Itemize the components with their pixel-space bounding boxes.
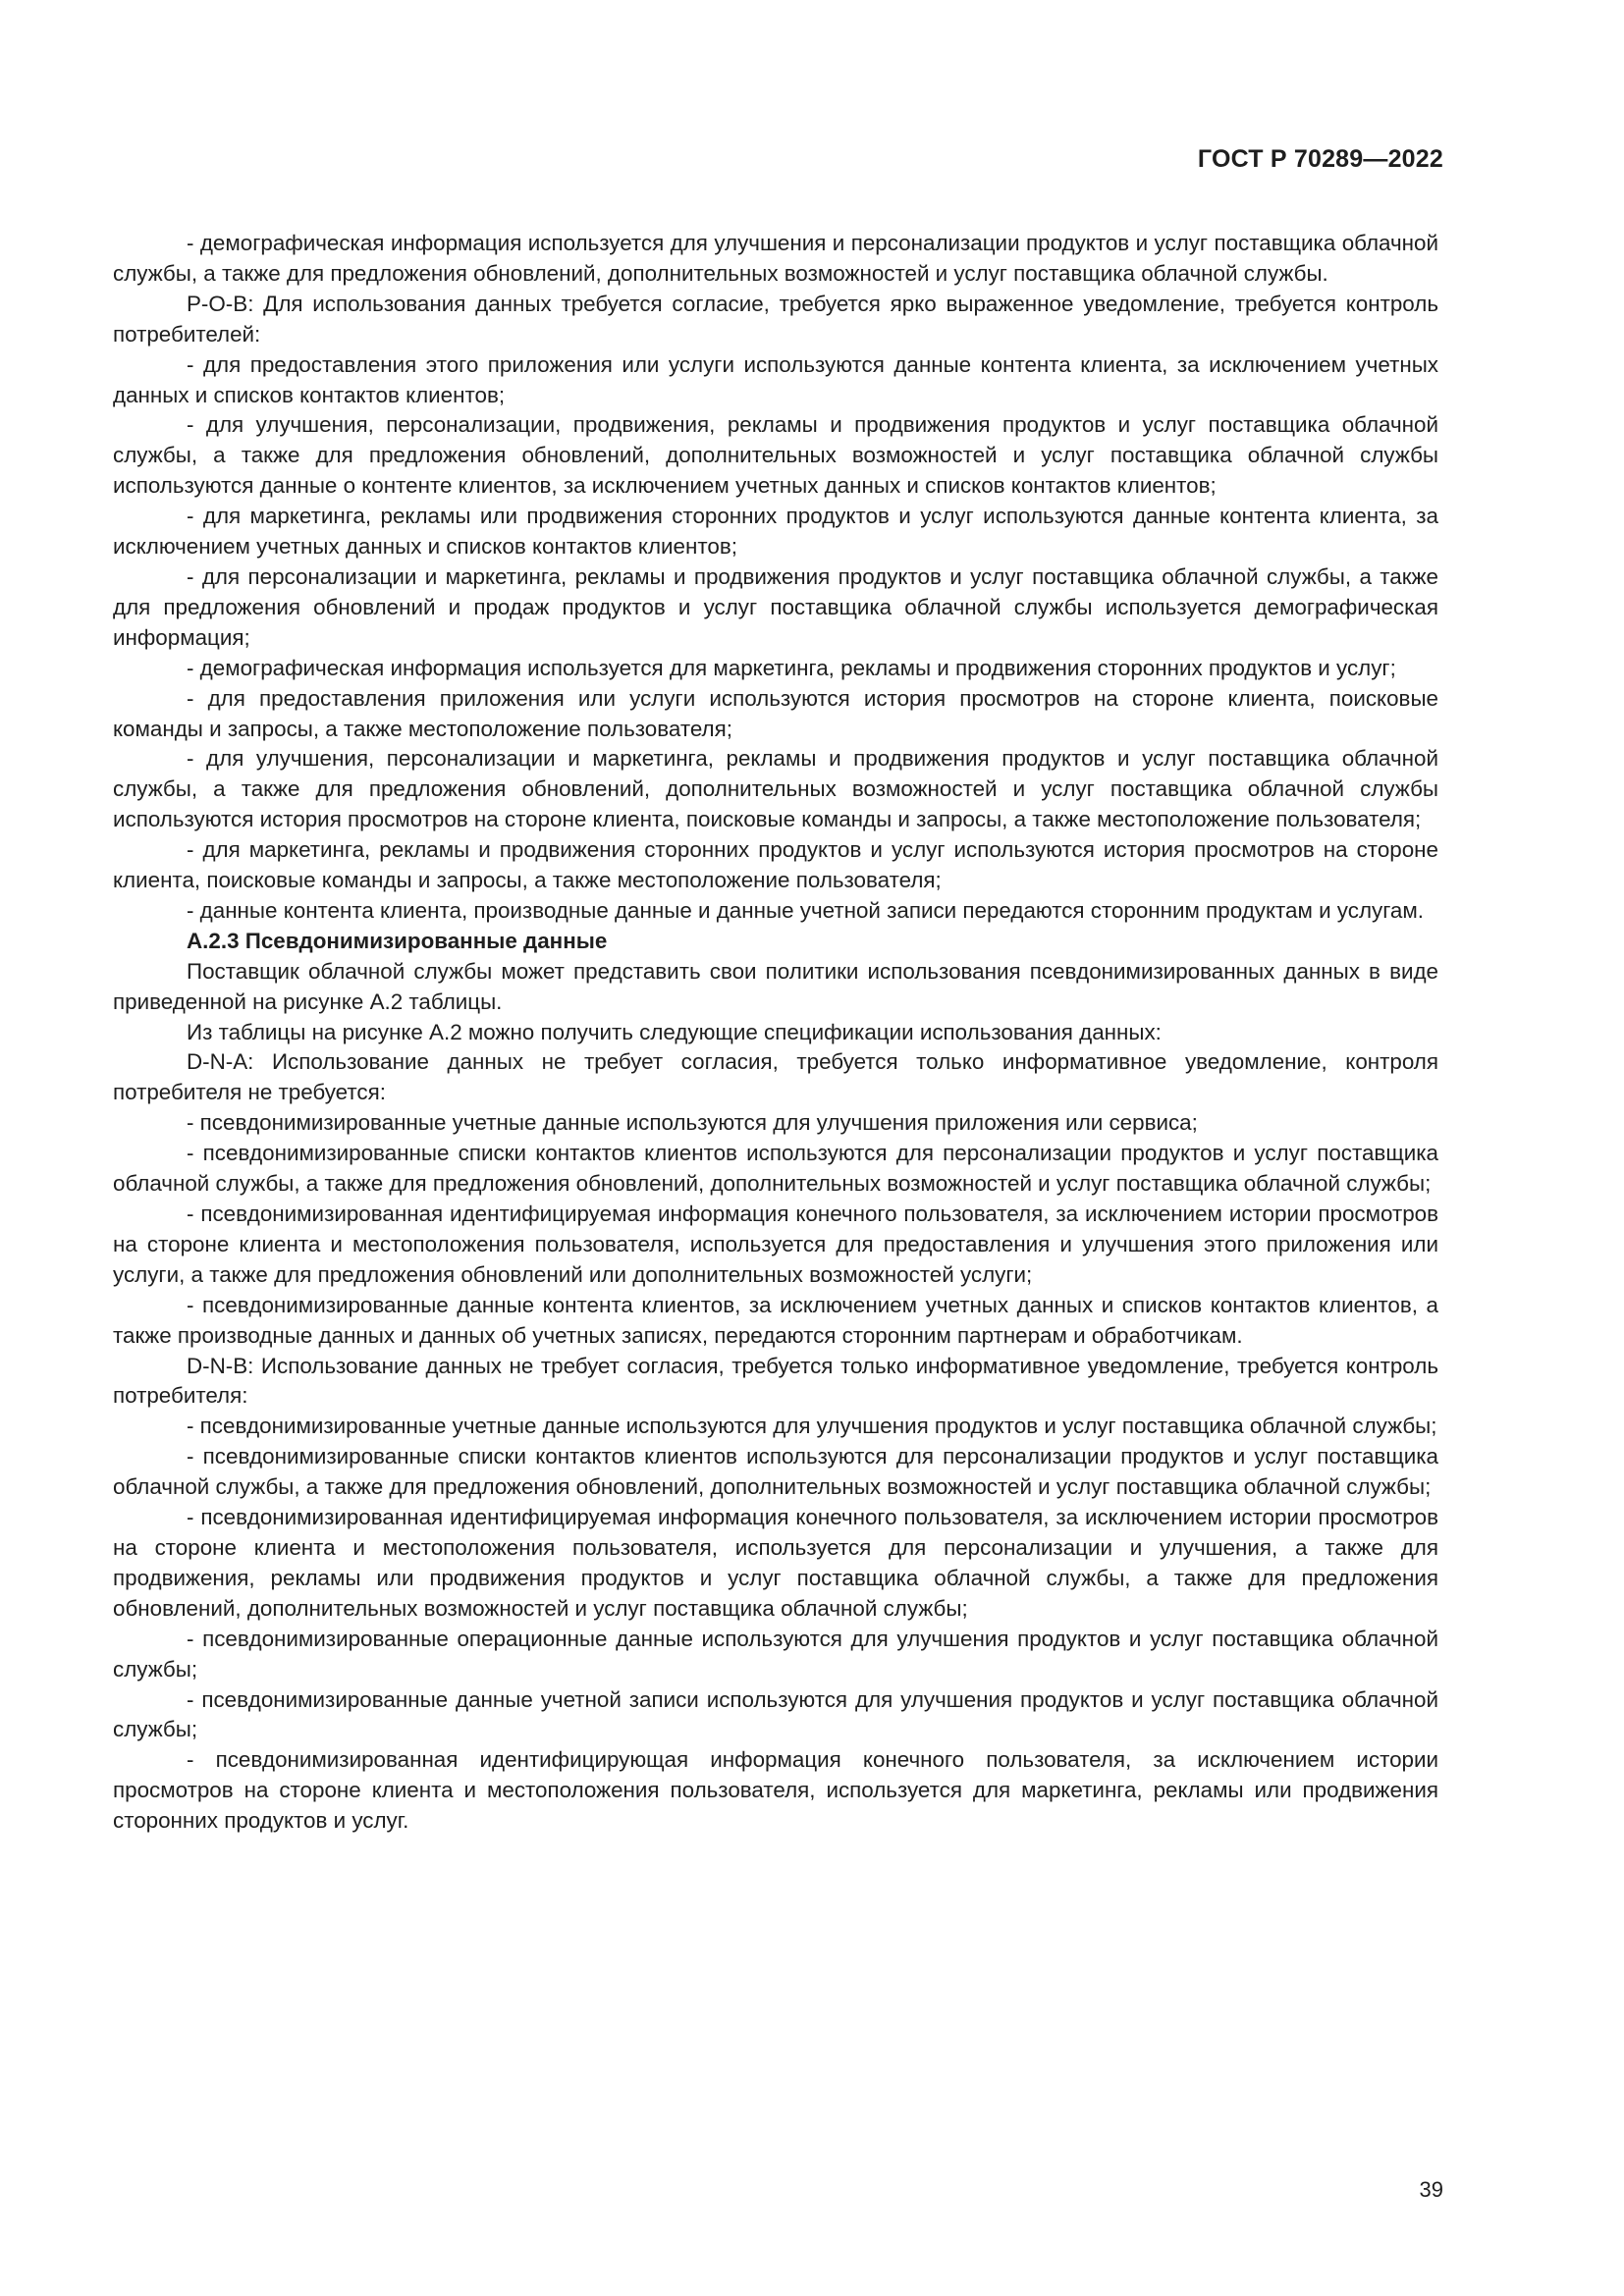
body-paragraph: Поставщик облачной службы может представить свои политики использования псевдонимизированных данных в виде приведенной на рисунке A.2 таблицы.: [113, 958, 1438, 1014]
section-heading: A.2.3 Псевдонимизированные данные: [187, 928, 608, 953]
bullet-paragraph: - для улучшения, персонализации и маркетинга, рекламы и продвижения продуктов и услуг поставщика облачной службы, а также для предложения обновлений, дополнительных возможностей и услуг поставщика облачной службы используются история просмотров на стороне клиента, поисковые команды и запросы, а также местоположение пользователя;: [113, 746, 1438, 832]
bullet-paragraph: - псевдонимизированная идентифицирующая информация конечного пользователя, за исключением истории просмотров на стороне клиента и местоположения пользователя, используется для маркетинга, рекламы или продвижения сторонних продуктов и услуг.: [113, 1747, 1438, 1834]
document-header: ГОСТ Р 70289—2022: [1197, 145, 1443, 173]
bullet-paragraph: - псевдонимизированные данные учетной записи используются для улучшения продуктов и услуг поставщика облачной службы;: [113, 1686, 1438, 1742]
bullet-paragraph: - псевдонимизированные учетные данные используются для улучшения приложения или сервиса;: [187, 1110, 1198, 1136]
spec-paragraph: P-O-B: Для использования данных требуется согласие, требуется ярко выраженное уведомление, требуется контроль потребителей:: [113, 291, 1438, 347]
page-number: 39: [1419, 2177, 1443, 2202]
bullet-paragraph: - для улучшения, персонализации, продвижения, рекламы и продвижения продуктов и услуг поставщика облачной службы, а также для предложения обновлений, дополнительных возможностей и услуг поставщика облачной службы используются данные о контенте клиентов, за исключением учетных данных и списков контактов клиентов;: [113, 412, 1438, 499]
bullet-paragraph: - для предоставления приложения или услуги используются история просмотров на стороне клиента, поисковые команды и запросы, а также местоположение пользователя;: [113, 685, 1438, 741]
bullet-paragraph: - для маркетинга, рекламы и продвижения сторонних продуктов и услуг используются история просмотров на стороне клиента, поисковые команды и запросы, а также местоположение пользователя;: [113, 837, 1438, 893]
bullet-paragraph: - псевдонимизированная идентифицируемая информация конечного пользователя, за исключением истории просмотров на стороне клиента и местоположения пользователя, используется для предоставления и улучшения этого приложения или услуги, а также для предложения обновлений или дополнительных возможностей услуги;: [113, 1201, 1438, 1287]
bullet-paragraph: - псевдонимизированная идентифицируемая информация конечного пользователя, за исключением истории просмотров на стороне клиента и местоположения пользователя, используется для персонализации и улучшения, а также для продвижения, рекламы или продвижения продуктов и услуг поставщика облачной службы, а также для предложения обновлений, дополнительных возможностей и услуг поставщика облачной службы;: [113, 1505, 1438, 1621]
bullet-paragraph: - для персонализации и маркетинга, рекламы и продвижения продуктов и услуг поставщика облачной службы, а также для предложения обновлений и продаж продуктов и услуг поставщика облачной службы используется демографическая информация;: [113, 563, 1438, 650]
bullet-paragraph: - демографическая информация используется для маркетинга, рекламы и продвижения сторонних продуктов и услуг;: [187, 655, 1396, 680]
body-paragraph: Из таблицы на рисунке A.2 можно получить следующие спецификации использования данных:: [187, 1019, 1162, 1044]
bullet-paragraph: - демографическая информация используется для улучшения и персонализации продуктов и услуг поставщика облачной службы, а также для предложения обновлений, дополнительных возможностей и услуг поставщика облачной службы.: [113, 231, 1438, 286]
bullet-paragraph: - данные контента клиента, производные данные и данные учетной записи передаются сторонним продуктам и услугам.: [187, 897, 1424, 923]
bullet-paragraph: - псевдонимизированные списки контактов клиентов используются для персонализации продуктов и услуг поставщика облачной службы, а также для предложения обновлений, дополнительных возможностей и услуг поставщика облачной службы;: [113, 1444, 1438, 1500]
page-body: [113, 229, 1438, 1837]
bullet-paragraph: - псевдонимизированные данные контента клиентов, за исключением учетных данных и списков контактов клиентов, а также производные данных и данных об учетных записях, передаются сторонним партнерам и обработчикам.: [113, 1292, 1438, 1348]
bullet-paragraph: - псевдонимизированные операционные данные используются для улучшения продуктов и услуг поставщика облачной службы;: [113, 1626, 1438, 1682]
bullet-paragraph: - псевдонимизированные учетные данные используются для улучшения продуктов и услуг поставщика облачной службы;: [187, 1414, 1437, 1439]
bullet-paragraph: - для маркетинга, рекламы или продвижения сторонних продуктов и услуг используются данные контента клиента, за исключением учетных данных и списков контактов клиентов;: [113, 504, 1438, 560]
bullet-paragraph: - для предоставления этого приложения или услуги используются данные контента клиента, за исключением учетных данных и списков контактов клиентов;: [113, 351, 1438, 407]
spec-paragraph: D-N-B: Использование данных не требует согласия, требуется только информативное уведомление, требуется контроль потребителя:: [113, 1353, 1438, 1409]
bullet-paragraph: - псевдонимизированные списки контактов клиентов используются для персонализации продуктов и услуг поставщика облачной службы, а также для предложения обновлений, дополнительных возможностей и услуг поставщика облачной службы;: [113, 1141, 1438, 1197]
spec-paragraph: D-N-A: Использование данных не требует согласия, требуется только информативное уведомление, контроля потребителя не требуется:: [113, 1049, 1438, 1105]
